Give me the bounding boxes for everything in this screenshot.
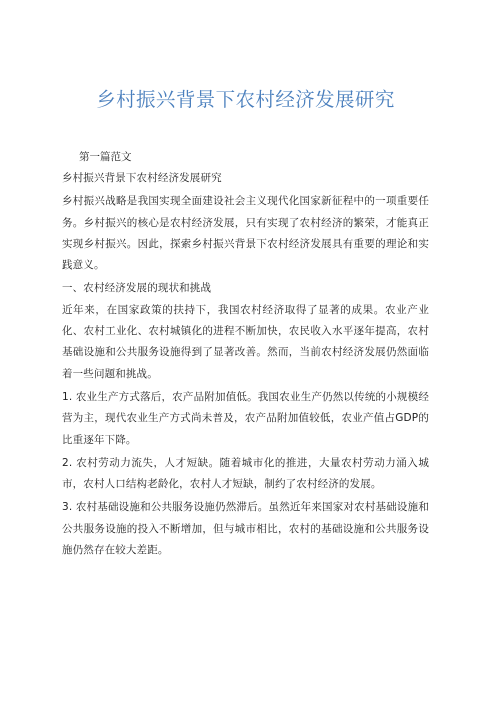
list-item-1: 1. 农业生产方式落后，农产品附加值低。我国农业生产仍然以传统的小规模经营为主，现代农业生产方式尚未普及，农产品附加值较低，农业产值占GDP的比重逐年下降。 — [62, 390, 429, 446]
list-item-2: 2. 农村劳动力流失，人才短缺。随着城市化的推进，大量农村劳动力涌入城市，农村人口结构老龄化，农村人才短缺，制约了农村经济的发展。 — [62, 456, 429, 491]
list-item-3: 3. 农村基础设施和公共服务设施仍然滞后。虽然近年来国家对农村基础设施和公共服务设施的投入不断增加，但与城市相比，农村的基础设施和公共服务设施仍然存在较大差距。 — [62, 501, 429, 557]
document-title: 乡村振兴背景下农村经济发展研究 — [96, 88, 395, 111]
intro-paragraph: 乡村振兴战略是我国实现全面建设社会主义现代化国家新征程中的一项重要任务。乡村振兴的核心是农村经济发展，只有实现了农村经济的繁荣，才能真正实现乡村振兴。因此，探索乡村振兴背景下农村经济发展具有重要的理论和实践意义。 — [62, 195, 429, 272]
section-heading: 一、农村经济发展的现状和挑战 — [62, 282, 212, 295]
section-label: 第一篇范文 — [79, 151, 132, 163]
essay-subtitle: 乡村振兴背景下农村经济发展研究 — [62, 172, 222, 184]
body-paragraph: 近年来，在国家政策的扶持下，我国农村经济取得了显著的成果。农业产业化、农村工业化、农村城镇化的进程不断加快，农民收入水平逐年提高，农村基础设施和公共服务设施得到了显著改善。然而，当前农村经济发展仍然面临着一些问题和挑战。 — [62, 303, 429, 380]
